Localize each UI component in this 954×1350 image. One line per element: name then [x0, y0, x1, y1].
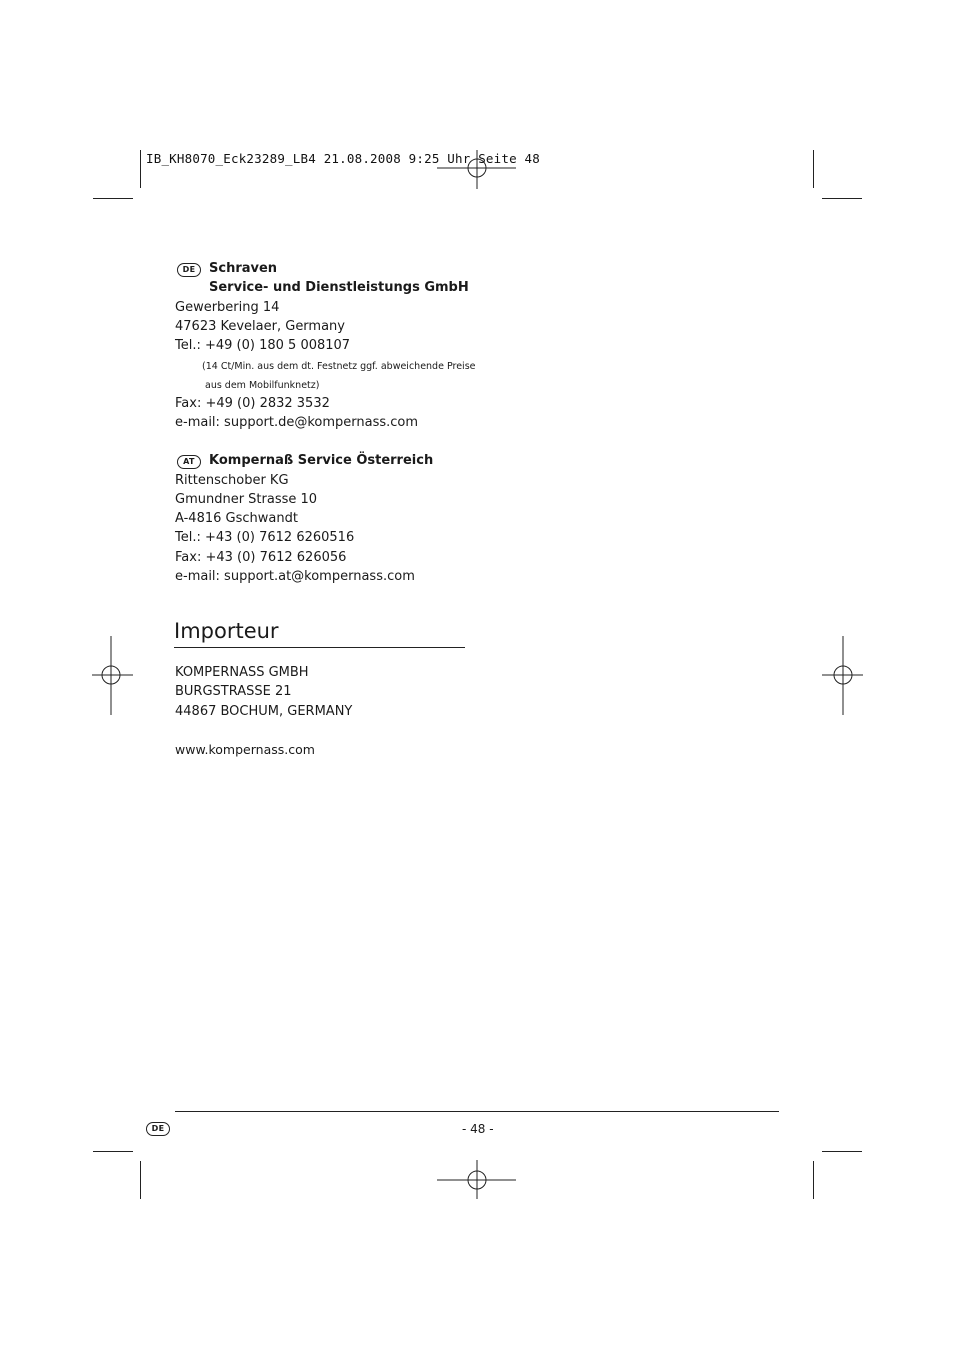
importer-website: www.kompernass.com	[175, 742, 315, 757]
de-company-name: Schraven	[209, 261, 278, 276]
at-tel: Tel.: +43 (0) 7612 6260516	[175, 530, 355, 545]
crop-mark-top-right-h	[822, 198, 862, 199]
crop-mark-bottom-left-h	[93, 1151, 133, 1152]
de-rate-note-2: aus dem Mobilfunknetz)	[205, 380, 320, 391]
at-line1: Rittenschober KG	[175, 473, 289, 488]
de-tel: Tel.: +49 (0) 180 5 008107	[175, 338, 351, 353]
registration-mark-bottom-icon	[437, 1160, 517, 1200]
footer-rule	[175, 1111, 779, 1112]
country-badge-at: AT	[177, 455, 201, 469]
country-badge-de: DE	[177, 263, 201, 277]
de-company-subtitle: Service- und Dienstleistungs GmbH	[209, 280, 469, 295]
de-email: e-mail: support.de@kompernass.com	[175, 415, 419, 430]
at-fax: Fax: +43 (0) 7612 626056	[175, 550, 347, 565]
print-slug-line: IB_KH8070_Eck23289_LB4 21.08.2008 9:25 Uhr Seite 48	[146, 151, 541, 166]
registration-mark-right-icon	[822, 636, 864, 716]
importer-line-2: BURGSTRASSE 21	[175, 684, 292, 699]
de-city: 47623 Kevelaer, Germany	[175, 319, 345, 334]
importer-heading: Importeur	[174, 619, 279, 643]
at-city: A-4816 Gschwandt	[175, 511, 298, 526]
importer-line-1: KOMPERNASS GMBH	[175, 665, 309, 680]
crop-mark-bottom-right-h	[822, 1151, 862, 1152]
page-number: - 48 -	[462, 1122, 494, 1136]
de-fax: Fax: +49 (0) 2832 3532	[175, 396, 330, 411]
importer-line-3: 44867 BOCHUM, GERMANY	[175, 704, 353, 719]
at-company-name: Kompernaß Service Österreich	[209, 453, 434, 468]
importer-heading-rule	[174, 647, 465, 648]
registration-mark-left-icon	[92, 636, 134, 716]
crop-mark-top-left-v	[140, 150, 141, 188]
footer-country-badge-de: DE	[146, 1122, 170, 1136]
crop-mark-bottom-left-v	[140, 1161, 141, 1199]
at-email: e-mail: support.at@kompernass.com	[175, 569, 415, 584]
at-street: Gmundner Strasse 10	[175, 492, 318, 507]
crop-mark-bottom-right-v	[813, 1161, 814, 1199]
crop-mark-top-right-v	[813, 150, 814, 188]
crop-mark-top-left-h	[93, 198, 133, 199]
registration-mark-top-icon	[437, 150, 517, 190]
de-rate-note-1: (14 Ct/Min. aus dem dt. Festnetz ggf. abweichende Preise	[202, 361, 476, 372]
de-street: Gewerbering 14	[175, 300, 280, 315]
